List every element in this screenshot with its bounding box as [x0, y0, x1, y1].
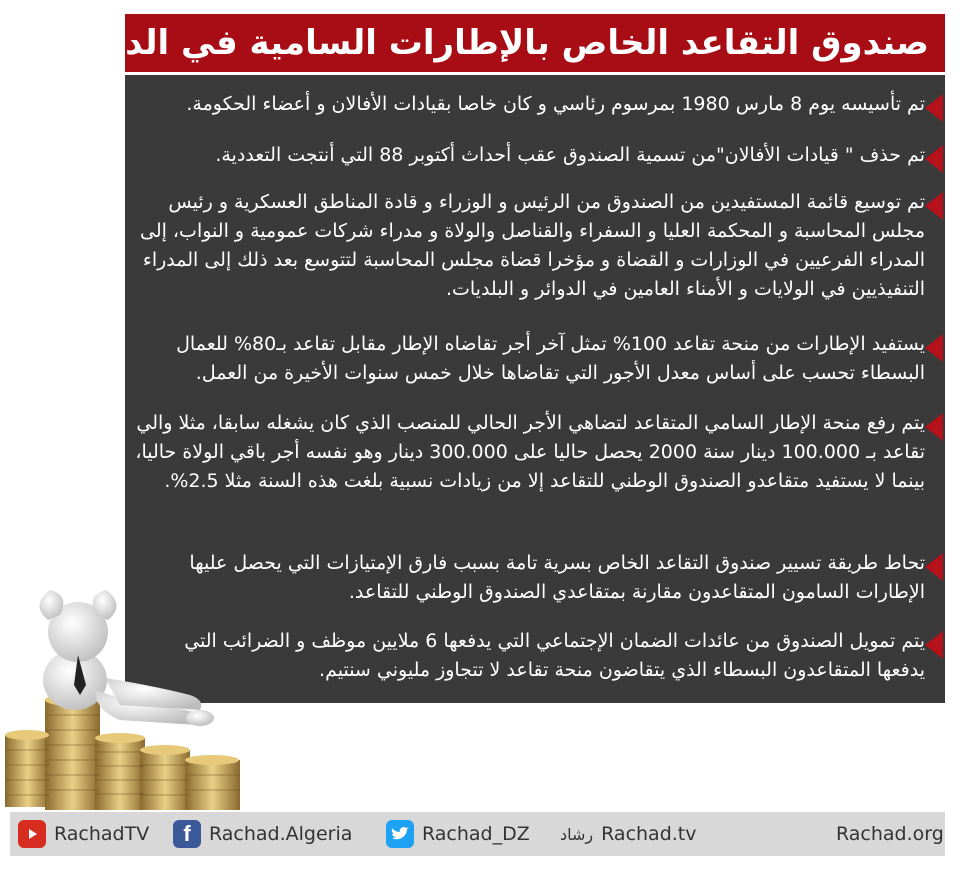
bullet-arrow-icon — [925, 94, 943, 122]
facebook-link[interactable] — [173, 812, 352, 856]
list-item-text: يتم تمويل الصندوق من عائدات الضمان الإجتماعي التي يدفعها 6 ملايين موظف و الضرائب التي يدفعها المتقاعدون البسطاء الذي يتقاضون منحة تقاعد لا تتجاوز مليوني سنتيم. — [184, 630, 925, 681]
rachad-org-link[interactable] — [836, 812, 944, 856]
man-on-coins-illustration — [0, 560, 250, 820]
list-item — [135, 627, 925, 685]
youtube-label: RachadTV — [54, 823, 150, 845]
youtube-link[interactable] — [18, 812, 149, 856]
rachad-tv-label: Rachad.tv — [601, 823, 697, 845]
list-item — [135, 141, 925, 170]
twitter-label: Rachad_DZ — [422, 823, 530, 845]
list-item-text: يتم رفع منحة الإطار السامي المتقاعد لتضاهي الأجر الحالي للمنصب الذي كان يشغله سابقا، مثلا والي تقاعد بـ 100.000 دينار سنة 2000 يحصل حاليا على 300.000 دينار وهو نفسه أجر باقي الولاة حاليا، بينما لا يستفيد متقاعدو الصندوق الوطني للتقاعد إلا من زيادات نسبية بلغت هذه السنة مثلا 2.5%. — [135, 412, 925, 492]
youtube-icon — [18, 820, 46, 848]
title-banner — [70, 14, 945, 72]
list-item-text: يستفيد الإطارات من منحة تقاعد 100% تمثل آخر أجر تقاضاه الإطار مقابل تقاعد بـ80% للعمال البسطاء تحسب على أساس معدل الأجور التي تقاضاها خلال خمس سنوات الأخيرة من العمل. — [176, 333, 925, 384]
rachad-tv-link[interactable] — [560, 812, 697, 856]
footer-bar — [10, 812, 945, 856]
facebook-label: Rachad.Algeria — [209, 823, 353, 845]
bullet-arrow-icon — [925, 192, 943, 220]
twitter-link[interactable] — [386, 812, 530, 856]
bullet-arrow-icon — [925, 334, 943, 362]
list-item — [135, 549, 925, 607]
page-title: صندوق التقاعد الخاص بالإطارات السامية في الدولة — [70, 23, 929, 63]
list-item — [135, 409, 925, 496]
list-item — [135, 188, 925, 304]
white-figure — [39, 590, 214, 726]
list-item — [135, 90, 925, 119]
rachad-logo-icon: رشاد — [560, 824, 594, 844]
list-item-text: تم تأسيسه يوم 8 مارس 1980 بمرسوم رئاسي و كان خاصا بقيادات الأفالان و أعضاء الحكومة. — [186, 93, 925, 115]
list-item-text: تم توسيع قائمة المستفيدين من الصندوق من الرئيس و الوزراء و قادة المناطق العسكرية و رئيس مجلس المحاسبة و المحكمة العليا و السفراء والقناصل والولاة و مدراء شركات عمومية و النواب، إلى المدراء الفرعيين في الوزارات و القضاة و مؤخرا قضاة مجلس المحاسبة لتتوسع بعد ذلك إلى المدراء التنفيذيين في الولايات و الأمناء العامين في الدوائر و البلديات. — [139, 191, 925, 300]
bullet-arrow-icon — [925, 413, 943, 441]
list-item-text: تحاط طريقة تسيير صندوق التقاعد الخاص بسرية تامة بسبب فارق الإمتيازات التي يحصل عليها الإطارات السامون المتقاعدون مقارنة بمتقاعدي الصندوق الوطني للتقاعد. — [189, 552, 925, 603]
facebook-icon: f — [173, 820, 201, 848]
rachad-org-label: Rachad.org — [836, 823, 944, 845]
bullet-arrow-icon — [925, 631, 943, 659]
list-item-text: تم حذف " قيادات الأفالان"من تسمية الصندوق عقب أحداث أكتوبر 88 التي أنتجت التعددية. — [215, 144, 925, 166]
twitter-icon — [386, 820, 414, 848]
bullet-arrow-icon — [925, 553, 943, 581]
list-item — [135, 330, 925, 388]
bullet-arrow-icon — [925, 145, 943, 173]
